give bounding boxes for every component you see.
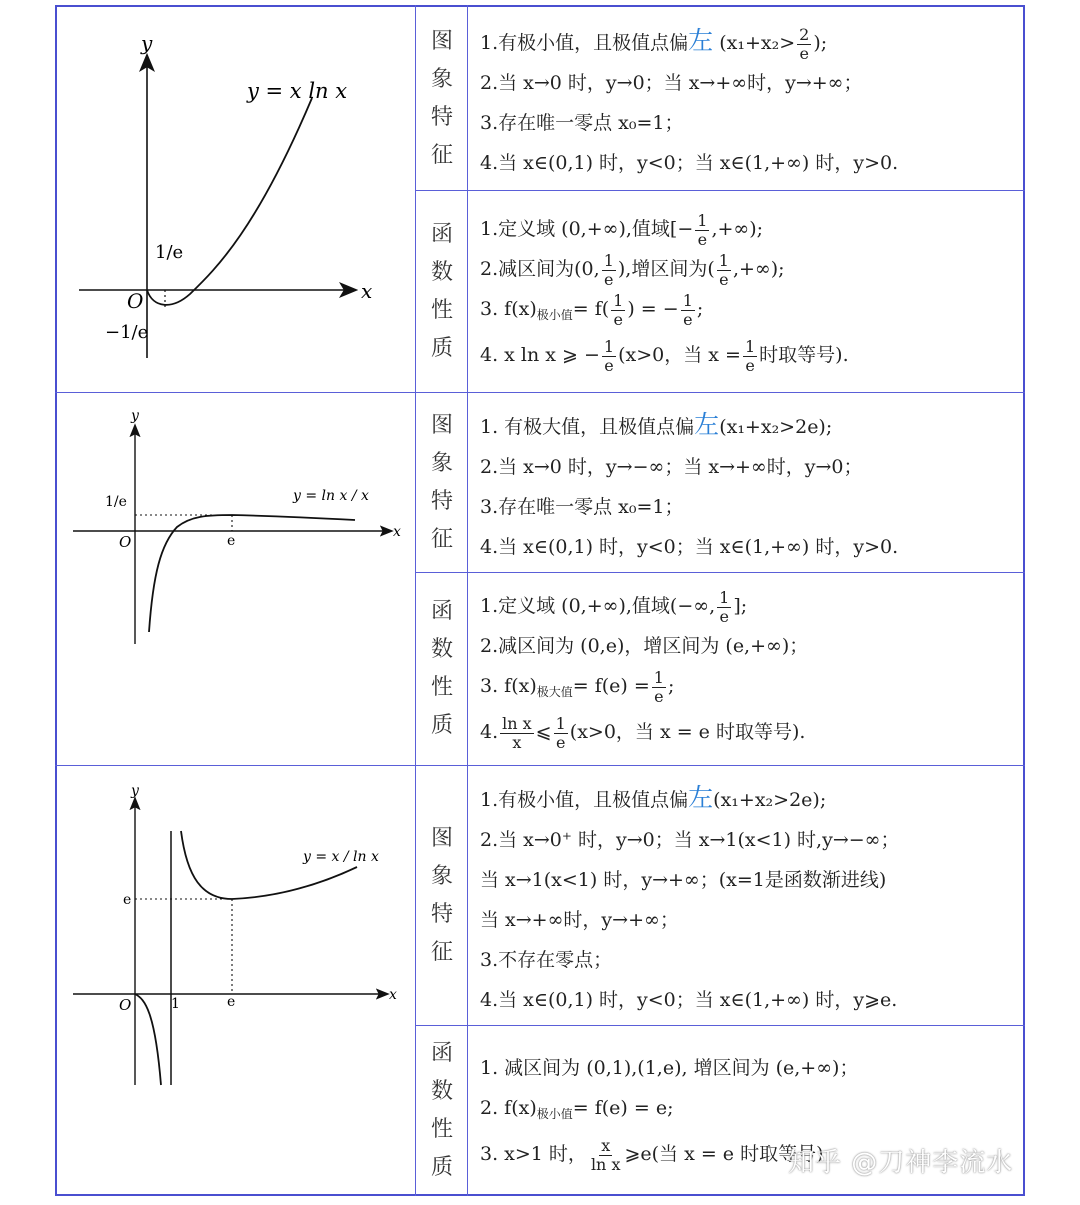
property-line-3: 3. x>1 时， $\frac{x}{\text{ln x}}$ ⩾e(当 x = e 时取等号) bbox=[480, 1135, 824, 1174]
property-line-2: 2.减区间为(0, $\frac{1}{e}$ ),增区间为( $\frac{1}{e}$ ,+∞); bbox=[480, 250, 785, 289]
tick-label-x2: e bbox=[227, 994, 236, 1010]
feature-line-4: 当 x→+∞时，y→+∞； bbox=[480, 909, 679, 931]
curve bbox=[149, 515, 355, 632]
origin-label: O bbox=[127, 289, 144, 313]
label-feature-1: 图 象 特 征 bbox=[430, 28, 453, 168]
feature-line-2: 2.当 x→0 时，y→0；当 x→+∞时，y→+∞； bbox=[480, 72, 863, 94]
property-line-4: 4. x ln x ⩾ − $\frac{1}{e}$ (x>0，当 x = $\frac{1}{e}$ 时取等号). bbox=[480, 336, 849, 375]
curve-right bbox=[181, 831, 357, 899]
axis-y-label: y bbox=[131, 783, 139, 799]
property-line-3: 3. $f(x)_{极小值}= f$( $\frac{1}{e}$ ) = − $\frac{1}{e}$ ; bbox=[480, 290, 704, 329]
row-divider bbox=[415, 1025, 1025, 1026]
tick-label-x: 1/e bbox=[155, 242, 184, 263]
curve-label: y = x / ln x bbox=[303, 849, 379, 865]
label-property-1: 函 数 性 质 bbox=[430, 222, 453, 361]
axis-x-label: x bbox=[393, 524, 401, 540]
property-line-1: 1.定义域 (0,+∞),值域[− $\frac{1}{e}$ ,+∞); bbox=[480, 210, 764, 249]
features-xlnx bbox=[470, 14, 1020, 190]
feature-line-3: 3.存在唯一零点 x₀=1； bbox=[480, 496, 684, 518]
label-property-2: 函 数 性 质 bbox=[430, 599, 453, 738]
feature-line-5: 3.不存在零点； bbox=[480, 949, 613, 971]
tick-label-x1: 1 bbox=[171, 996, 180, 1012]
feature-line-6: 4.当 x∈(0,1) 时，y<0；当 x∈(1,+∞) 时，y⩾e. bbox=[480, 989, 898, 1011]
tick-label-y: 1/e bbox=[105, 494, 127, 510]
tick-label-y: e bbox=[123, 892, 132, 908]
property-line-2: 2.减区间为 (0,e)，增区间为 (e,+∞)； bbox=[480, 635, 809, 657]
feature-line-4: 4.当 x∈(0,1) 时，y<0；当 x∈(1,+∞) 时，y>0. bbox=[480, 536, 899, 558]
features-lnx-over-x bbox=[470, 400, 1020, 572]
origin-label: O bbox=[119, 996, 132, 1014]
axis-y-label: y bbox=[141, 31, 153, 55]
feature-line-1: 1.有极小值，且极值点偏左(x₁+x₂>2e); bbox=[480, 783, 827, 812]
column-divider-label bbox=[467, 5, 468, 1196]
features-x-over-lnx bbox=[470, 773, 1020, 1025]
tick-label-y: −1/e bbox=[105, 322, 149, 343]
origin-label: O bbox=[119, 533, 132, 551]
feature-line-4: 4.当 x∈(0,1) 时，y<0；当 x∈(1,+∞) 时，y>0. bbox=[480, 152, 899, 174]
section-divider bbox=[55, 392, 1025, 393]
feature-line-1: 1.有极小值，且极值点偏左 (x₁+x₂> $\frac{2}{e}$ ); bbox=[480, 24, 828, 63]
properties-lnx-over-x bbox=[470, 574, 1020, 764]
curve-label: y = ln x / x bbox=[293, 488, 369, 504]
column-divider-graph bbox=[415, 5, 416, 1196]
label-property-3: 函 数 性 质 bbox=[430, 1041, 453, 1180]
curve-left bbox=[135, 994, 161, 1085]
properties-xlnx bbox=[470, 192, 1020, 392]
graph-x-over-lnx bbox=[57, 767, 415, 1195]
graph-lnx-over-x bbox=[57, 394, 415, 764]
watermark: 知乎 @刀神李流水 bbox=[788, 1148, 1014, 1178]
feature-line-1: 1. 有极大值，且极值点偏左(x₁+x₂>2e); bbox=[480, 410, 833, 439]
graph-xlnx bbox=[57, 8, 415, 390]
property-line-3: 3. $f(x)_{极大值}= f(e)$ = $\frac{1}{e}$ ; bbox=[480, 667, 675, 706]
curve-label: y = x ln x bbox=[247, 79, 348, 103]
feature-line-3: 3.存在唯一零点 x₀=1； bbox=[480, 112, 684, 134]
axis-x-label: x bbox=[361, 279, 373, 303]
axis-x-label: x bbox=[389, 987, 397, 1003]
axis-y-label: y bbox=[131, 408, 139, 424]
feature-line-3: 当 x→1(x<1) 时，y→+∞；(x=1是函数渐进线) bbox=[480, 869, 887, 891]
property-line-2: 2. $f(x)_{极小值}= f(e) = e$; bbox=[480, 1097, 674, 1121]
tick-label-x: e bbox=[227, 533, 236, 549]
row-divider bbox=[415, 572, 1025, 573]
label-feature-3: 图 象 特 征 bbox=[430, 826, 453, 965]
feature-line-2: 2.当 x→0⁺ 时，y→0；当 x→1(x<1) 时,y→−∞； bbox=[480, 829, 900, 851]
property-line-1: 1. 减区间为 (0,1),(1,e), 增区间为 (e,+∞)； bbox=[480, 1057, 859, 1079]
feature-line-2: 2.当 x→0 时，y→−∞；当 x→+∞时，y→0； bbox=[480, 456, 863, 478]
label-feature-2: 图 象 特 征 bbox=[430, 413, 453, 552]
section-divider bbox=[55, 765, 1025, 766]
property-line-1: 1.定义域 (0,+∞),值域(−∞, $\frac{1}{e}$ ]; bbox=[480, 587, 748, 626]
property-line-4: 4. $\frac{\text{ln x}}{x}$ ⩽ $\frac{1}{e}$ (x>0，当 x = e 时取等号). bbox=[480, 713, 806, 752]
row-divider bbox=[415, 190, 1025, 191]
curve bbox=[147, 98, 312, 305]
